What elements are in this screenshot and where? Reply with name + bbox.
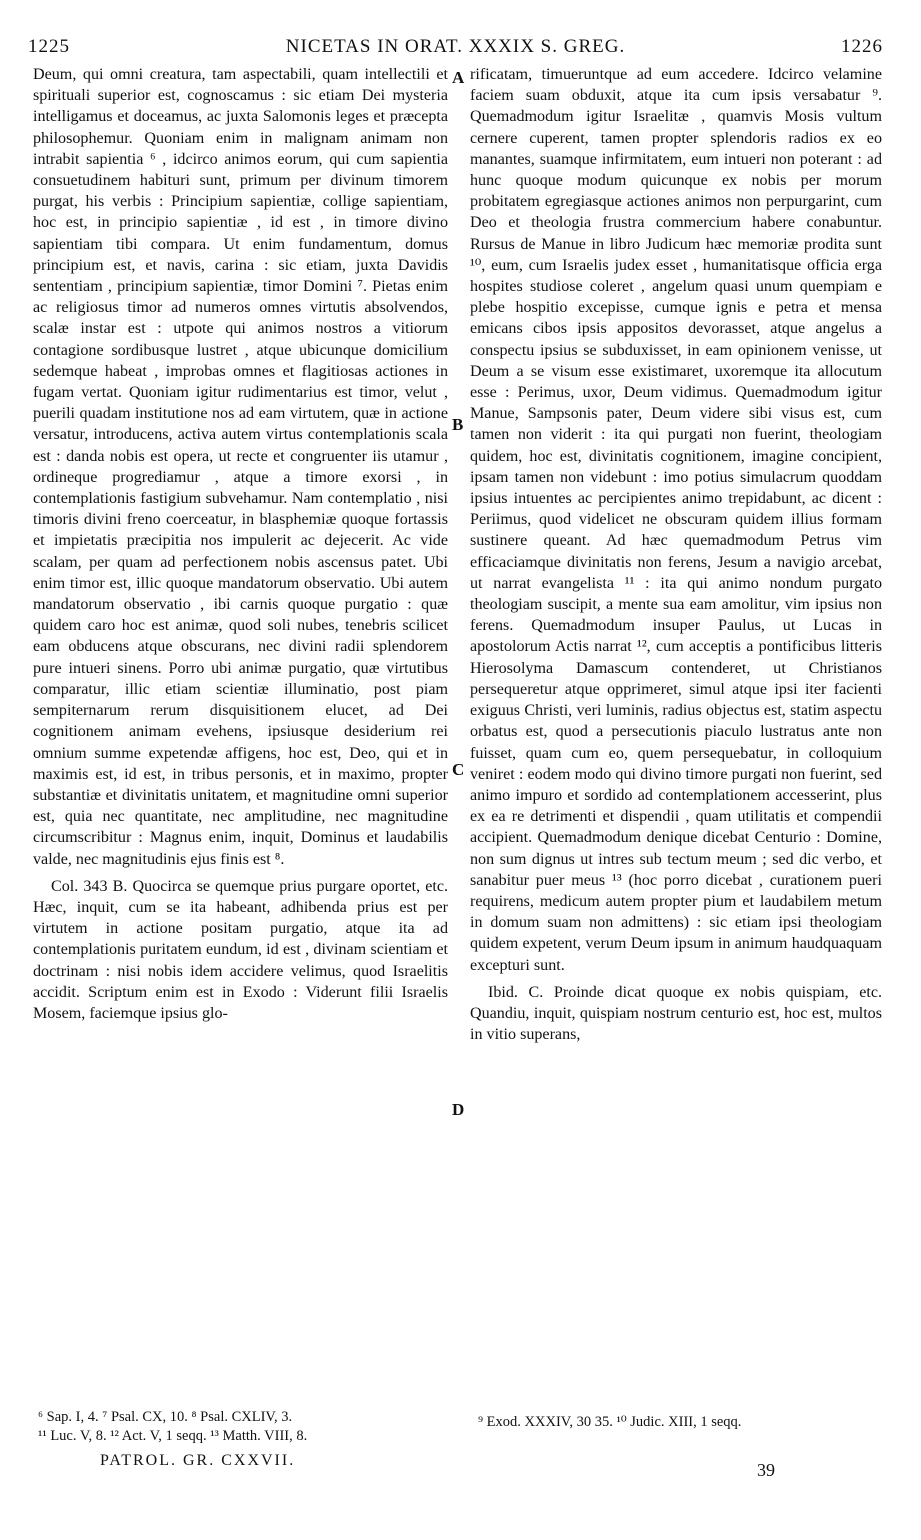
left-column-number: 1225	[28, 36, 70, 57]
section-marker-a: A	[452, 68, 465, 87]
right-column	[470, 64, 882, 1045]
page-number: 39	[757, 1460, 775, 1480]
footnotes-right: ⁹ Exod. XXXIV, 30 35. ¹⁰ Judic. XIII, 1 seqq.	[478, 1414, 742, 1430]
section-marker-d: D	[452, 1100, 465, 1119]
section-marker-c: C	[452, 760, 465, 779]
section-marker-b: B	[452, 415, 464, 434]
right-column-number: 1226	[841, 36, 883, 57]
footnotes-left	[38, 1408, 468, 1446]
right-paragraph-2: Ibid. C. Proinde dicat quoque ex nobis quispiam, etc. Quandiu, inquit, quispiam nostrum centurio est, hoc est, multos in vitio superans,	[470, 983, 882, 1044]
printer-signature: PATROL. GR. CXXVII.	[100, 1452, 296, 1469]
running-header	[28, 36, 883, 60]
right-paragraph-1: rificatam, timueruntque ad eum accedere. Idcirco velamine faciem suam obduxit, atque ita cum ipsis versabatur ⁹. Quemadmodum igitur Israelitæ , quamvis Mosis vultum cernere cuperent, tamen propter splendoris radios ex eo manantes, suamque infirmitatem, eum intueri non poterant : ad hunc quoque modum quicunque ex nobis per morum probitatem egregiasque actiones animos non perpurgarint, cum Deo et theologia frustra commercium habere conabuntur. Rursus de Manue in libro Judicum hæc memoriæ prodita sunt ¹⁰, eum, cum Israelis judex esset , humanitatisque officia erga hospites studiose coleret , angelum quasi unum quempiam e plebe hospitio excepisse, cumque ignis e petra et mensa emicans cibos ipsis appositos devorasset, atque angelus a conspectu ipsius se subduxisset, in eam opinionem venisse, ut Deum a se visum esse existimaret, uxoremque ita allocutum esse : Perimus, uxor, Deum vidimus. Quemadmodum igitur Manue, Sampsonis pater, Deum videre sibi visus est, cum tamen non viderit : ita qui purgati non fuerint, theologiam quidem, hoc est, divinitatis cognitionem, imagine concipient, ipsam tamen non videbunt : imo potius simulacrum quoddam ipsius intuentes ac percipientes animo trepidabunt, ac dicent : Periimus, quod videlicet ne obscuram quidem illius formam sustinere queant. Ad hæc quemadmodum Petrus vim efficaciamque divinitatis non ferens, Jesum a navigio arcebat, ut narrat evangelista ¹¹ : ita qui animo nondum purgato theologiam suscipit, a mente sua eam amolitur, vim ipsius non ferens. Quemadmodum insuper Paulus, ut Lucas in apostolorum Actis narrat ¹², cum acceptis a pontificibus litteris Hierosolyma Damascum contenderet, ut Christianos persequeretur atque opprimeret, simul atque ipsi iter facienti exiguus Christi, veri luminis, radius objectus est, statim aspectu orbatus est, quod a persecutionis piaculo lustratus ante non fuisset, quam cum eo, quem persequebatur, in colloquium veniret : eodem modo qui divino timore purgati non fuerint, sed animo impuro et sordido ad contemplationem accesserint, plus ex ea re detrimenti et dispendii , quam utilitatis et compendii accipient. Quemadmodum denique dicebat Centurio : Domine, non sum dignus ut intres sub tectum meum ; sed dic verbo, et sanabitur puer meus ¹³ (hoc porro dicebat , curationem pueri requirens, medicum autem propter pium et laudabilem metum in domum suam non admittens) : sic etiam ipsi theologiam quidem expetent, verum Deum ipsum in animum haudquaquam excepturi sunt.	[470, 66, 882, 974]
running-title: NICETAS IN ORAT. XXXIX S. GREG.	[285, 36, 626, 57]
footnote-line-1: ⁶ Sap. I, 4. ⁷ Psal. CX, 10. ⁸ Psal. CXLIV, 3.	[38, 1409, 293, 1425]
left-paragraph-2: Col. 343 B. Quocirca se quemque prius purgare oportet, etc. Hæc, inquit, cum se ita habeant, adhibenda prius est per virtutem in actione positam purgatio, atque ita ad contemplationis puritatem eundum, id est , divinam scientiam et doctrinam : nisi nobis idem accidere velimus, quod Israelitis accidit. Scriptum enim est in Exodo : Viderunt filii Israelis Mosem, faciemque ipsius glo-	[33, 877, 448, 1022]
footnote-line-2: ¹¹ Luc. V, 8. ¹² Act. V, 1 seqq. ¹³ Matth. VIII, 8.	[38, 1428, 308, 1444]
left-paragraph-1: Deum, qui omni creatura, tam aspectabili, quam intellectili et spirituali superior est, cognoscamus : sic etiam Dei mysteria intelligamus et doceamus, ac juxta Salomonis leges et præcepta philosophemur. Quoniam enim in malignam animam non intrabit sapientia ⁶ , idcirco animos eorum, qui cum sapientia consuetudinem habituri sunt, primum per divinum timorem purgat, his verbis : Principium sapientiæ, collige sapientiam, hoc est, in principio sapientiæ , id est , in timore divino sapientiam tibi compara. Ut enim fundamentum, domus principium est, et navis, carina : sic etiam, juxta Davidis sententiam , principium sapientiæ, timor Domini ⁷. Pietas enim ac religiosus timor ad numeros omnes virtutis absolvendos, scalæ instar est : utpote qui animos nostros a vitiorum contagione sordibusque lustret , atque ubicunque domicilium sedemque habeat , improbas omnes et flagitiosas actiones in fugam vertat. Quoniam igitur rudimentarius est timor, velut , puerili quadam institutione nos ad eam virtutem, quæ in actione versatur, introducens, activa autem virtus contemplationis scala est : danda nobis est opera, ut recte et congruenter iis utamur , ordineque progrediamur , atque a timore exorsi , in contemplationis fastigium subvehamur. Nam contemplatio , nisi timoris divini freno coerceatur, in blasphemiæ quoque fortassis et impietatis præcipitia nos impulerit ac dejecerit. Ac vide scalam, per quam ad perfectionem nobis ascensus patet. Ubi enim timor est, illic quoque mandatorum observatio. Ubi autem mandatorum observatio , ibi carnis quoque purgatio : quæ quidem caro hoc est animæ, quod soli nubes, tenebris scilicet eam obducens atque obscurans, nec divini radii splendorem pure intueri sinens. Porro ubi animæ purgatio, quæ virtutibus comparatur, illic etiam scientiæ illuminatio, post piam sempiternarum rerum disquisitionem elucet, ad Dei cognitionem animam evehens, ipsiusque desiderium rei omnium summe expetendæ affigens, hoc est, Deo, qui et in maximis est, id est, in tribus personis, et in maximo, propter substantiæ et divinitatis unitatem, et magnitudine omni superior est, quia nec quantitate, nec amplitudine, nec magnitudine circumscribitur : Magnus enim, inquit, Dominus et laudabilis valde, nec magnitudinis ejus finis est ⁸.	[33, 66, 448, 868]
left-column	[33, 64, 448, 1024]
